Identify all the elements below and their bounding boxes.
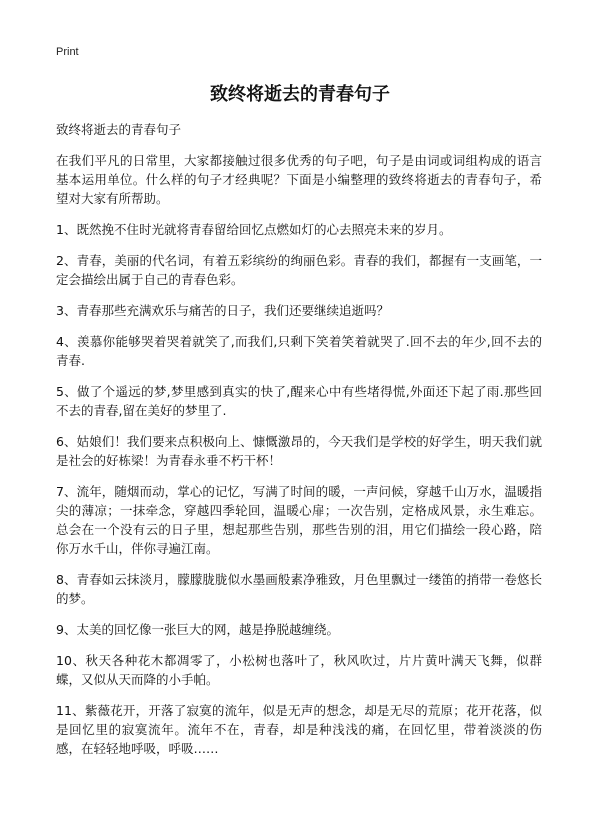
quote-paragraph-6: 6、姑娘们！我们要来点积极向上、慷慨激昂的，今天我们是学校的好学生，明天我们就是社会的好栋梁！为青春永垂不朽干杯！ [56,434,542,468]
quote-paragraph-2: 2、青春，美丽的代名词，有着五彩缤纷的绚丽色彩。青春的我们，都握有一支画笔，一定会描绘出属于自己的青春色彩。 [56,253,542,287]
print-link[interactable]: Print [56,46,79,58]
quote-paragraph-8: 8、青春如云抹淡月，朦朦胧胧似水墨画般素净雅致，月色里飘过一缕笛的捎带一卷悠长的梦。 [56,572,542,606]
document-subtitle: 致终将逝去的青春句子 [56,122,182,137]
quote-paragraph-11: 11、紫薇花开，开落了寂寞的流年，似是无声的想念，却是无尽的荒原；花开花落，似是回忆里的寂寞流年。流年不在，青春，却是种浅浅的痛，在回忆里，带着淡淡的伤感，在轻轻地呼吸，呼吸…… [56,703,542,756]
intro-paragraph: 在我们平凡的日常里，大家都接触过很多优秀的句子吧，句子是由词或词组构成的语言基本运用单位。什么样的句子才经典呢？下面是小编整理的致终将逝去的青春句子，希望对大家有所帮助。 [56,153,542,206]
quote-paragraph-10: 10、秋天各种花木都凋零了，小松树也落叶了，秋风吹过，片片黄叶满天飞舞，似群蝶，又似从天而降的小手帕。 [56,653,542,687]
quote-paragraph-9: 9、太美的回忆像一张巨大的网，越是挣脱越缠绕。 [56,622,339,637]
document-body [56,120,542,770]
quote-paragraph-4: 4、羡慕你能够哭着哭着就笑了,而我们,只剩下笑着笑着就哭了.回不去的年少,回不去的青春. [56,334,542,368]
quote-paragraph-1: 1、既然挽不住时光就将青春留给回忆点燃如灯的心去照亮未来的岁月。 [56,222,452,237]
quote-paragraph-3: 3、青春那些充满欢乐与痛苦的日子，我们还要继续追逝吗？ [56,303,389,318]
quote-paragraph-7: 7、流年，随烟而动，掌心的记忆，写满了时间的暖，一声问候，穿越千山万水，温暖指尖的薄凉；一抹牵念，穿越四季轮回，温暖心扉；一次告别，定格成风景，永生难忘。总会在一个没有云的日子里，想起那些告别，那些告别的泪，用它们描绘一段心路，陪你万水千山，伴你寻遍江南。 [56,484,542,556]
page-title: 致终将逝去的青春句子 [210,84,390,105]
quote-paragraph-5: 5、做了个遥远的梦,梦里感到真实的快了,醒来心中有些堵得慌,外面还下起了雨.那些回不去的青春,留在美好的梦里了. [56,384,542,418]
